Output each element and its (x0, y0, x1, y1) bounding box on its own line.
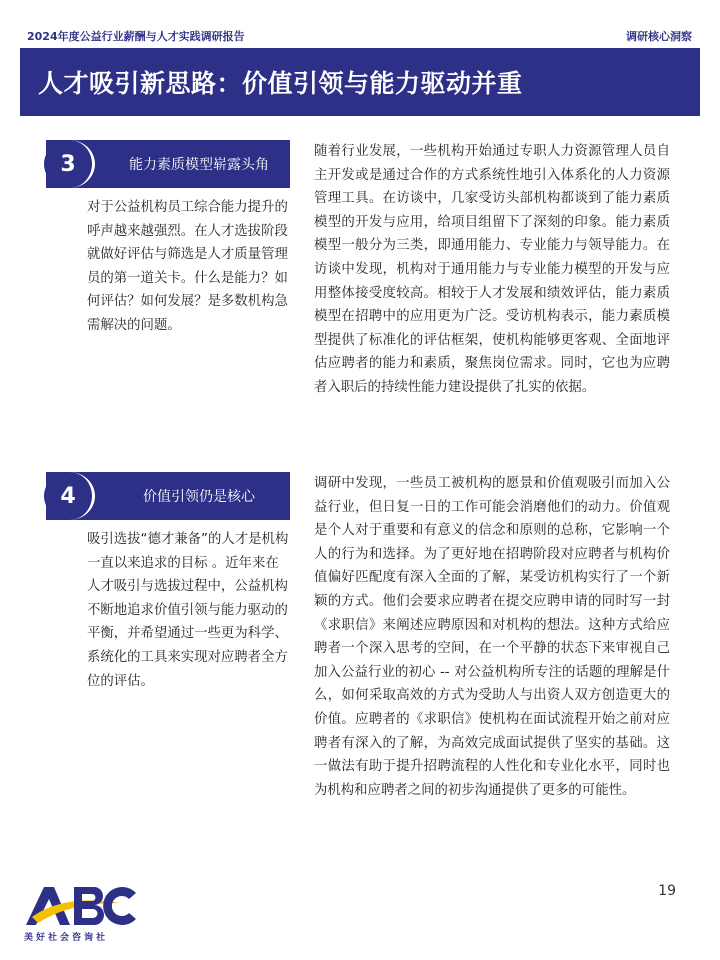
section-3-body: 随着行业发展，一些机构开始通过专职人力资源管理人员自主开发或是通过合作的方式系统性地引入体系化的人力资源管理工具。在访谈中，几家受访头部机构都谈到了能力素质模型的开发与应用，给项目组留下了深刻的印象。能力素质模型一般分为三类，即通用能力、专业能力与领导能力。在访谈中发现，机构对于通用能力与专业能力模型的开发与应用整体接受度较高。相较于人才发展和绩效评估，能力素质模型在招聘中的应用更为广泛。受访机构表示，能力素质模型提供了标准化的评估框架，使机构能够更客观、全面地评估应聘者的能力和素质，聚焦岗位需求。同时，它也为应聘者入职后的持续性能力建设提供了扎实的依据。 (314, 144, 670, 395)
section-4-body: 调研中发现，一些员工被机构的愿景和价值观吸引而加入公益行业，但日复一日的工作可能会消磨他们的动力。价值观是个人对于重要和有意义的信念和原则的总称，它影响一个人的行为和选择。为了更好地在招聘阶段对应聘者与机构价值偏好匹配度有深入全面的了解，某受访机构实行了一个新颖的方式。他们会要求应聘者在提交应聘申请的同时写一封《求职信》来阐述应聘原因和对机构的想法。这种方式给应聘者一个深入思考的空间，在一个平静的状态下来审视自己加入公益行业的初心 -- 对公益机构所专注的话题的理解是什么，如何采取高效的方式为受助人与出资人双方创造更大的价值。应聘者的《求职信》使机构在面试流程开始之前对应聘者有深入的了解，为高效完成面试提供了坚实的基础。这一做法有助于提升招聘流程的人性化和专业化水平，同时也为机构和应聘者之间的初步沟通提供了更多的可能性。 (314, 476, 670, 798)
section-heading: 能力素质模型崭露头角 (129, 157, 269, 173)
section-4-summary: 吸引选拔“德才兼备”的人才是机构一直以来追求的目标 。近年来在人才吸引与选拔过程中，公益机构不断地追求价值引领与能力驱动的平衡，并希望通过一些更为科学、系统化的工具来实现对应聘者全方位的评估。 (87, 532, 289, 689)
section-3-summary: 对于公益机构员工综合能力提升的呼声越来越强烈。在人才选拔阶段就做好评估与筛选是人才质量管理员的第一道关卡。什么是能力？如何评估？如何发展？是多数机构急需解决的问题。 (87, 200, 288, 333)
page-title: 人才吸引新思路：价值引领与能力驱动并重 (38, 69, 523, 98)
section-number: 4 (60, 483, 76, 509)
section-4-badge (46, 472, 290, 520)
title-banner (20, 48, 700, 116)
page-number: 19 (658, 883, 676, 899)
section-number-disc (44, 472, 95, 520)
section-3-badge (46, 140, 290, 188)
logo-caption: 美好社会咨询社 (24, 933, 109, 943)
section-tag: 调研核心洞察 (626, 30, 692, 43)
section-heading: 价值引领仍是核心 (143, 489, 255, 505)
section-number-disc (44, 140, 95, 188)
section-number: 3 (60, 151, 76, 177)
report-title: 2024年度公益行业薪酬与人才实践调研报告 (27, 30, 245, 43)
